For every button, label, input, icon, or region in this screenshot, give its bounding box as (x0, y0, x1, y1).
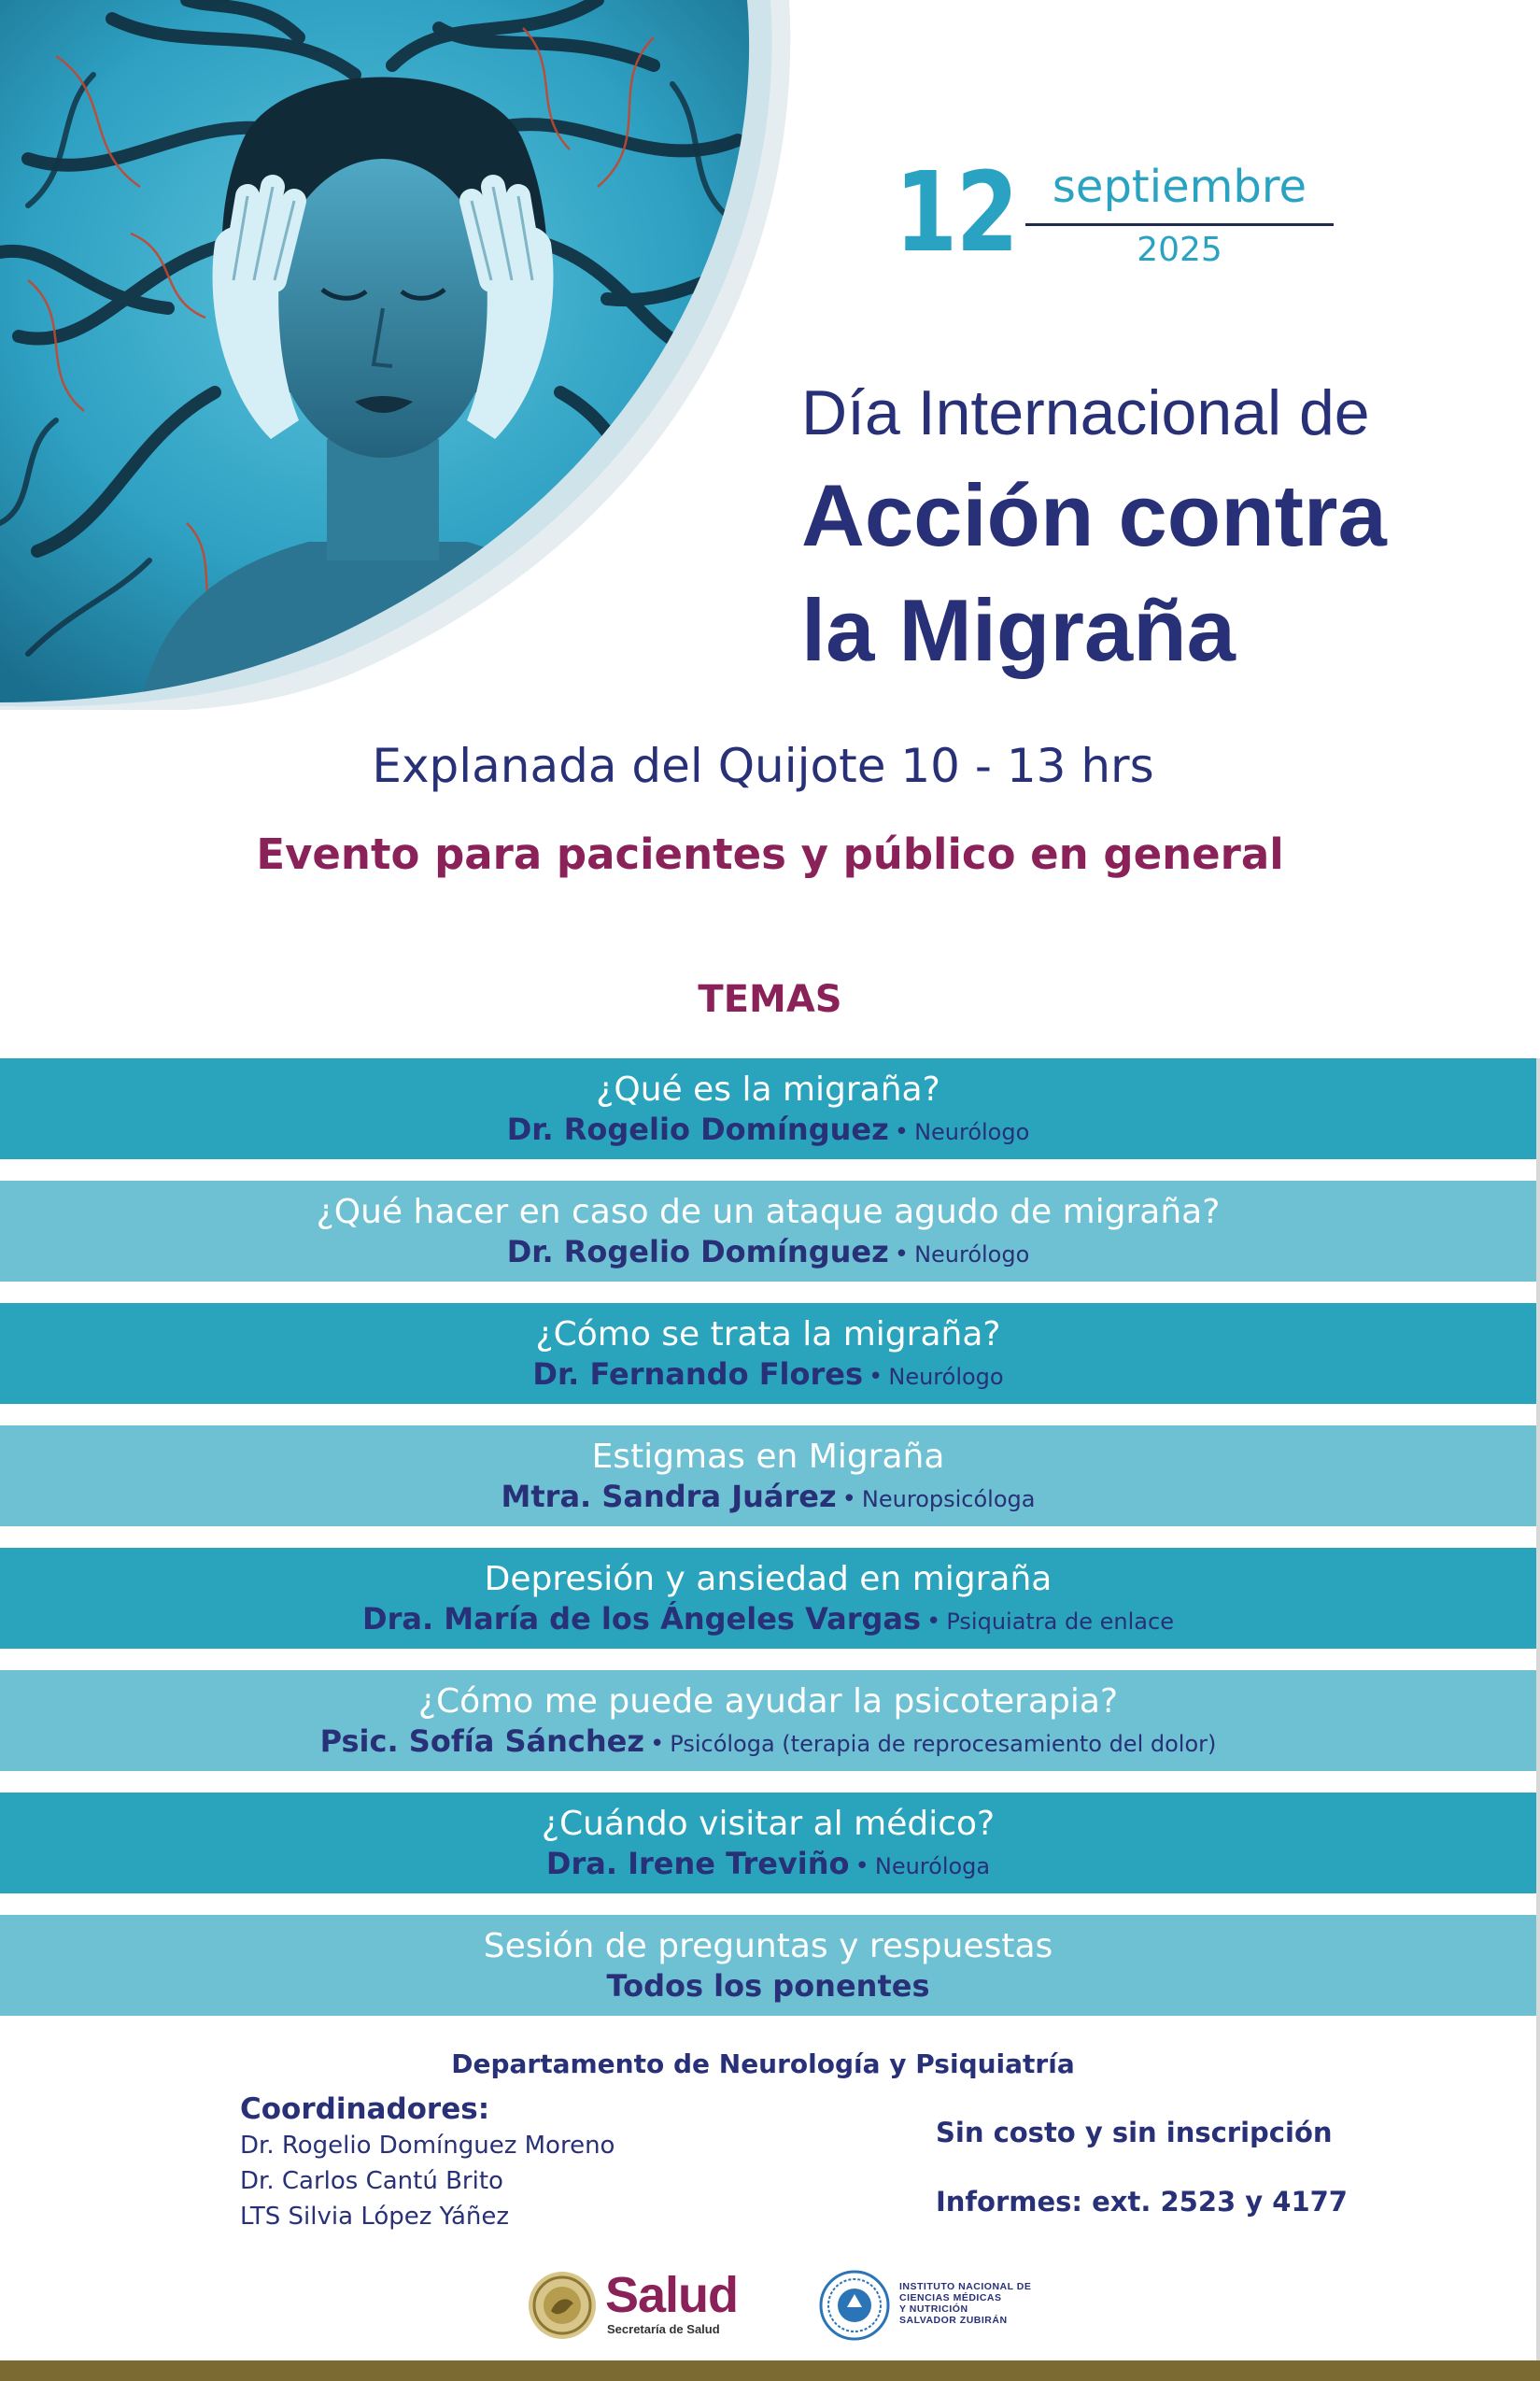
inn-line: INSTITUTO NACIONAL DE (899, 2281, 1032, 2292)
coordinator-name: Dr. Rogelio Domínguez Moreno (240, 2132, 615, 2160)
topic-speaker: Dra. Irene Treviño (545, 1846, 850, 1882)
date-day: 12 (895, 148, 1018, 276)
coordinators-title: Coordinadores: (240, 2092, 490, 2126)
topic-band (0, 1303, 1536, 1404)
title-line-2: Acción contra (801, 466, 1387, 564)
salud-logo-subtitle: Secretaría de Salud (607, 2322, 720, 2336)
topic-band (0, 1915, 1536, 2016)
migraine-illustration (0, 0, 794, 710)
topic-band (0, 1548, 1536, 1649)
topic-speaker-line (607, 1968, 930, 2004)
bullet-separator: • (855, 1852, 869, 1881)
title-line-3: la Migraña (801, 581, 1236, 679)
topic-speaker-line (507, 1234, 1030, 1269)
topics-heading: TEMAS (698, 978, 842, 1021)
page-edge (1536, 1058, 1540, 2381)
mexico-seal-icon (527, 2270, 598, 2346)
cost-note: Sin costo y sin inscripción (936, 2117, 1333, 2148)
topic-band (0, 1058, 1536, 1159)
bullet-separator: • (894, 1118, 910, 1147)
bullet-separator: • (894, 1240, 910, 1269)
topic-role: Psicóloga (terapia de reprocesamiento del dolor) (670, 1731, 1217, 1758)
topic-title: Estigmas en Migraña (591, 1438, 945, 1477)
coordinator-name: Dr. Carlos Cantú Brito (240, 2167, 503, 2195)
topic-role: Neuróloga (874, 1853, 991, 1880)
topic-band (0, 1425, 1536, 1526)
coordinator-name: LTS Silvia López Yáñez (240, 2203, 510, 2231)
bullet-separator: • (926, 1608, 941, 1637)
topic-speaker-line (532, 1356, 1003, 1392)
bullet-separator: • (841, 1485, 856, 1514)
department-text: Departamento de Neurología y Psiquiatría (451, 2048, 1075, 2079)
topic-band (0, 1793, 1536, 1893)
inn-line: CIENCIAS MÉDICAS (899, 2292, 1002, 2303)
topic-speaker: Dr. Rogelio Domínguez (506, 1112, 889, 1148)
topic-band (0, 1181, 1536, 1282)
inn-logo-text (899, 2281, 1031, 2326)
title-line-1: Día Internacional de (801, 377, 1370, 448)
department (0, 2048, 1540, 2079)
bullet-separator: • (649, 1730, 665, 1759)
inn-line: SALVADOR ZUBIRÁN (899, 2315, 1008, 2326)
topic-speaker: Psic. Sofía Sánchez (319, 1723, 644, 1760)
topic-speaker: Dr. Rogelio Domínguez (506, 1234, 889, 1270)
topic-role: Neuropsicóloga (861, 1486, 1036, 1513)
audience: Evento para pacientes y público en general (256, 829, 1284, 879)
topic-title: ¿Cuándo visitar al médico? (541, 1805, 996, 1844)
topic-speaker: Mtra. Sandra Juárez (501, 1479, 837, 1515)
topic-speaker-line (546, 1846, 990, 1881)
topic-speaker-line (362, 1601, 1174, 1637)
topic-role: Neurólogo (914, 1241, 1030, 1268)
salud-logo-text: Salud (605, 2267, 739, 2323)
topic-title: ¿Cómo me puede ayudar la psicoterapia? (417, 1682, 1119, 1722)
inn-line: Y NUTRICIÓN (899, 2303, 968, 2315)
topic-speaker-line (502, 1479, 1036, 1514)
coordinators-list (240, 2128, 615, 2234)
topic-speaker: Dr. Fernando Flores (532, 1356, 864, 1393)
topic-speaker-line (320, 1723, 1217, 1759)
inn-seal-icon (819, 2270, 890, 2346)
topic-title: Depresión y ansiedad en migraña (484, 1560, 1053, 1599)
date-year: 2025 (1137, 231, 1222, 269)
topic-title: ¿Cómo se trata la migraña? (535, 1315, 1001, 1354)
date-month: septiembre (1052, 161, 1307, 213)
info-contact: Informes: ext. 2523 y 4177 (936, 2186, 1348, 2218)
bottom-bar (0, 2360, 1540, 2381)
topic-role: Psiquiatra de enlace (946, 1609, 1174, 1636)
topic-title: ¿Qué hacer en caso de un ataque agudo de migraña? (316, 1193, 1221, 1232)
topic-role: Neurólogo (888, 1364, 1004, 1391)
date-divider (1025, 223, 1334, 226)
bullet-separator: • (869, 1363, 883, 1392)
topic-speaker: Dra. María de los Ángeles Vargas (362, 1601, 922, 1637)
topic-role: Neurólogo (914, 1119, 1030, 1146)
topic-band (0, 1670, 1536, 1771)
topic-speaker: Todos los ponentes (606, 1968, 930, 2005)
venue-time (0, 739, 1540, 793)
topic-title: ¿Qué es la migraña? (596, 1070, 940, 1110)
venue-text: Explanada del Quijote 10 - 13 hrs (372, 739, 1154, 793)
topic-title: Sesión de preguntas y respuestas (483, 1927, 1053, 1966)
topic-speaker-line (507, 1112, 1030, 1147)
